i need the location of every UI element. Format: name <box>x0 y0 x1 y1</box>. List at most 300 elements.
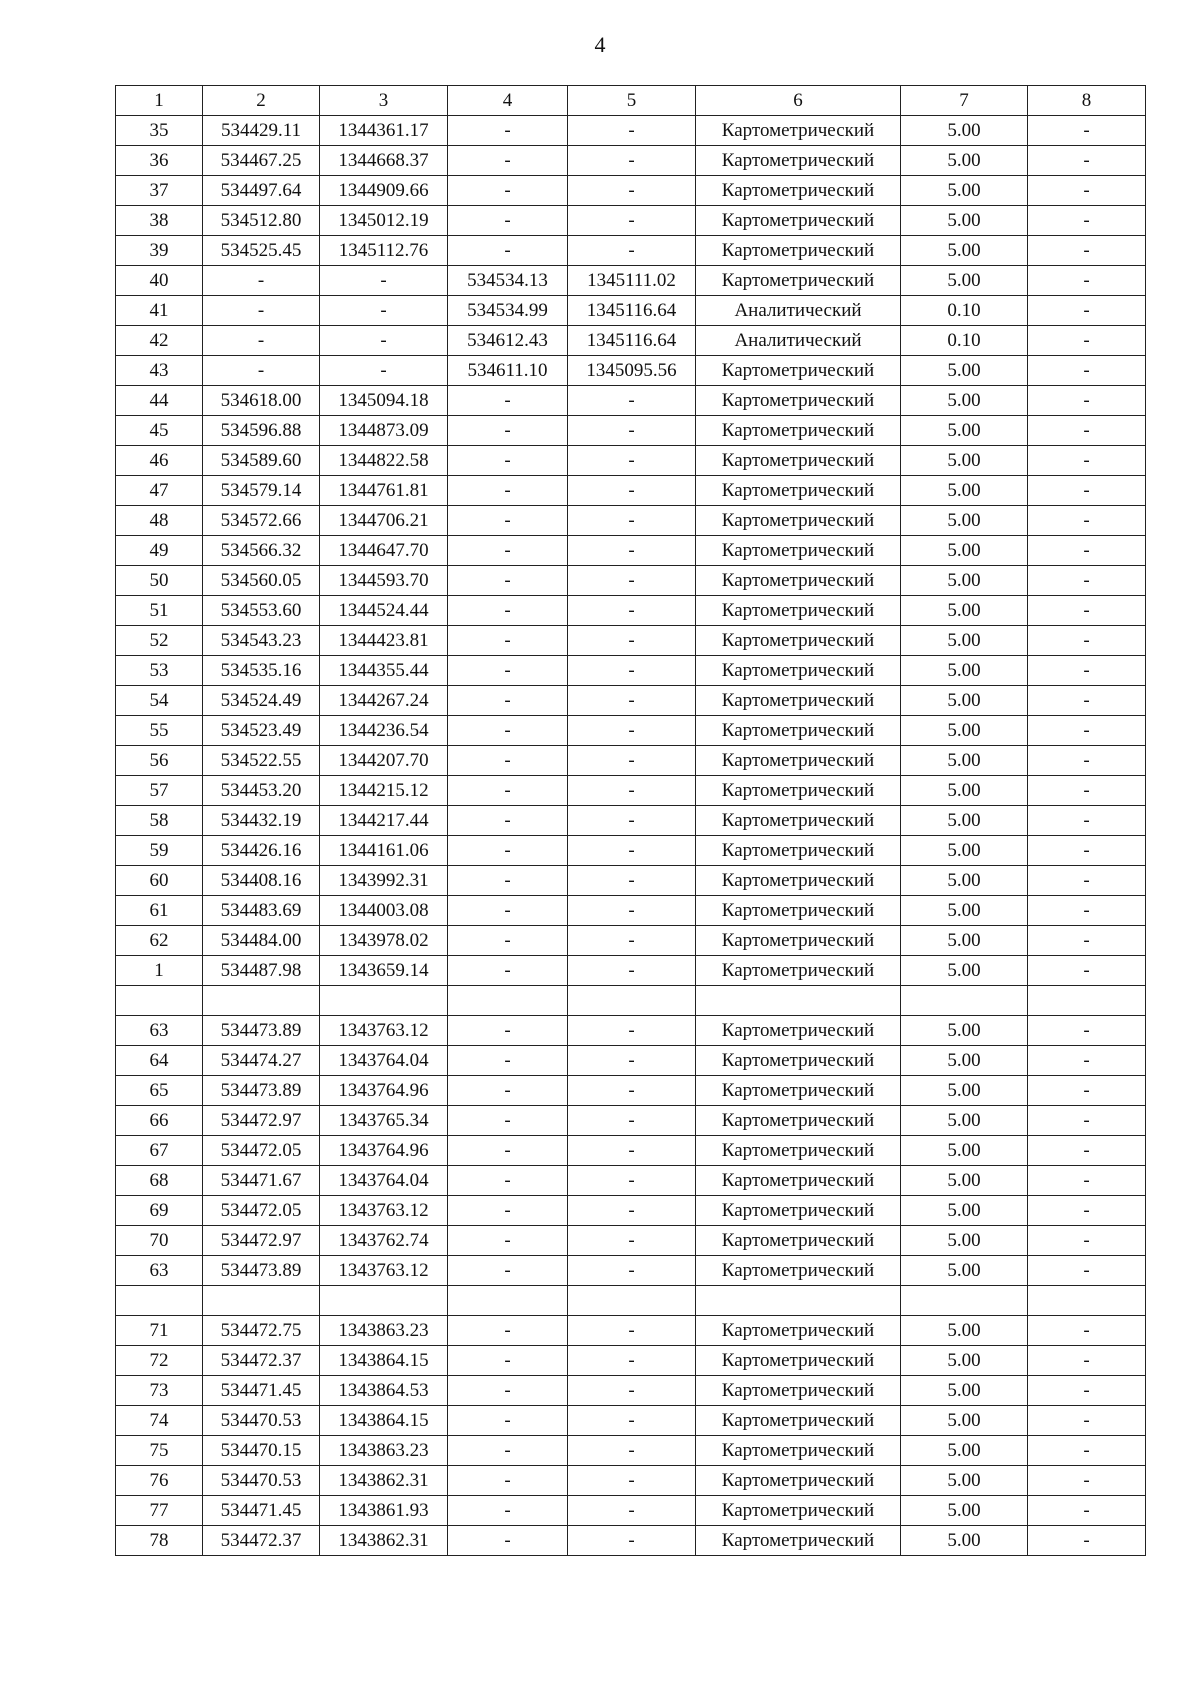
cell-accuracy: 5.00 <box>901 596 1028 626</box>
cell-new-x: - <box>448 446 568 476</box>
cell-existing-y: - <box>320 326 448 356</box>
cell-existing-y: 1344706.21 <box>320 506 448 536</box>
cell-new-x: - <box>448 716 568 746</box>
cell-new-y: 1345095.56 <box>568 356 696 386</box>
column-header: 4 <box>448 86 568 116</box>
cell-new-y: - <box>568 1466 696 1496</box>
cell-description: - <box>1028 1166 1146 1196</box>
cell-point-number: 67 <box>116 1136 203 1166</box>
cell-existing-y: 1344761.81 <box>320 476 448 506</box>
table-row <box>116 1316 1146 1346</box>
cell-existing-y: 1343862.31 <box>320 1466 448 1496</box>
cell-point-number: 63 <box>116 1256 203 1286</box>
cell-accuracy: 5.00 <box>901 116 1028 146</box>
cell-new-x <box>448 1286 568 1316</box>
table-row <box>116 1436 1146 1466</box>
cell-existing-x: 534487.98 <box>203 956 320 986</box>
cell-new-y: - <box>568 1346 696 1376</box>
cell-point-number: 43 <box>116 356 203 386</box>
cell-existing-y: 1344207.70 <box>320 746 448 776</box>
cell-new-x: - <box>448 686 568 716</box>
cell-description: - <box>1028 746 1146 776</box>
cell-point-number: 57 <box>116 776 203 806</box>
cell-description: - <box>1028 356 1146 386</box>
cell-method: Картометрический <box>696 1316 901 1346</box>
cell-new-y: - <box>568 1226 696 1256</box>
table-row <box>116 1496 1146 1526</box>
cell-new-y: - <box>568 566 696 596</box>
cell-point-number: 60 <box>116 866 203 896</box>
cell-accuracy: 5.00 <box>901 416 1028 446</box>
cell-existing-y: 1343764.96 <box>320 1136 448 1166</box>
cell-existing-y <box>320 1286 448 1316</box>
cell-existing-x: - <box>203 296 320 326</box>
cell-existing-x: 534484.00 <box>203 926 320 956</box>
cell-description: - <box>1028 116 1146 146</box>
cell-new-y: - <box>568 446 696 476</box>
table-row <box>116 536 1146 566</box>
cell-new-x: - <box>448 956 568 986</box>
cell-description: - <box>1028 806 1146 836</box>
cell-existing-y: 1345094.18 <box>320 386 448 416</box>
table-row <box>116 1256 1146 1286</box>
cell-method: Картометрический <box>696 926 901 956</box>
cell-point-number <box>116 1286 203 1316</box>
cell-point-number: 50 <box>116 566 203 596</box>
cell-description: - <box>1028 566 1146 596</box>
cell-new-x: - <box>448 1436 568 1466</box>
cell-new-x: - <box>448 476 568 506</box>
cell-method: Картометрический <box>696 806 901 836</box>
cell-method: Картометрический <box>696 206 901 236</box>
table-row <box>116 356 1146 386</box>
cell-existing-y: 1344822.58 <box>320 446 448 476</box>
table-row <box>116 1166 1146 1196</box>
cell-new-x: - <box>448 806 568 836</box>
cell-existing-x <box>203 986 320 1016</box>
cell-existing-x: - <box>203 266 320 296</box>
cell-accuracy: 5.00 <box>901 1196 1028 1226</box>
cell-existing-y: 1344215.12 <box>320 776 448 806</box>
table-row <box>116 176 1146 206</box>
cell-new-y: - <box>568 476 696 506</box>
cell-point-number: 74 <box>116 1406 203 1436</box>
cell-point-number: 1 <box>116 956 203 986</box>
cell-existing-y: 1343863.23 <box>320 1436 448 1466</box>
cell-description <box>1028 1286 1146 1316</box>
cell-description: - <box>1028 626 1146 656</box>
cell-new-x: - <box>448 206 568 236</box>
cell-point-number: 71 <box>116 1316 203 1346</box>
cell-existing-x: 534473.89 <box>203 1256 320 1286</box>
cell-method: Картометрический <box>696 476 901 506</box>
cell-new-x: - <box>448 536 568 566</box>
table-row <box>116 596 1146 626</box>
cell-existing-y: 1344161.06 <box>320 836 448 866</box>
cell-existing-x: 534472.97 <box>203 1226 320 1256</box>
cell-existing-y: 1343863.23 <box>320 1316 448 1346</box>
cell-new-x: - <box>448 116 568 146</box>
cell-accuracy: 5.00 <box>901 686 1028 716</box>
cell-method: Картометрический <box>696 1226 901 1256</box>
cell-existing-x: 534472.97 <box>203 1106 320 1136</box>
table-row <box>116 1226 1146 1256</box>
cell-accuracy: 5.00 <box>901 776 1028 806</box>
cell-point-number: 72 <box>116 1346 203 1376</box>
cell-existing-y: 1343861.93 <box>320 1496 448 1526</box>
cell-method: Картометрический <box>696 866 901 896</box>
cell-new-x: - <box>448 776 568 806</box>
cell-new-y: - <box>568 1406 696 1436</box>
cell-description: - <box>1028 1436 1146 1466</box>
column-header: 7 <box>901 86 1028 116</box>
cell-existing-y: 1343762.74 <box>320 1226 448 1256</box>
cell-description: - <box>1028 1526 1146 1556</box>
cell-new-x: - <box>448 866 568 896</box>
cell-accuracy: 5.00 <box>901 896 1028 926</box>
cell-new-x: - <box>448 416 568 446</box>
cell-new-y: - <box>568 386 696 416</box>
cell-new-y: - <box>568 1106 696 1136</box>
cell-new-y: - <box>568 536 696 566</box>
table-row <box>116 326 1146 356</box>
table-row <box>116 1466 1146 1496</box>
cell-point-number: 47 <box>116 476 203 506</box>
table-row <box>116 476 1146 506</box>
cell-existing-x: 534472.37 <box>203 1526 320 1556</box>
cell-description: - <box>1028 446 1146 476</box>
cell-new-y: - <box>568 896 696 926</box>
cell-accuracy: 5.00 <box>901 1226 1028 1256</box>
cell-existing-x: - <box>203 326 320 356</box>
cell-accuracy: 5.00 <box>901 176 1028 206</box>
cell-method: Картометрический <box>696 716 901 746</box>
table-body <box>116 116 1146 1556</box>
cell-description: - <box>1028 326 1146 356</box>
cell-existing-y: 1345012.19 <box>320 206 448 236</box>
cell-description: - <box>1028 1376 1146 1406</box>
cell-accuracy: 5.00 <box>901 1256 1028 1286</box>
cell-new-y: 1345116.64 <box>568 326 696 356</box>
cell-method: Картометрический <box>696 956 901 986</box>
cell-existing-y: 1343764.04 <box>320 1046 448 1076</box>
cell-new-x: - <box>448 746 568 776</box>
cell-new-x: - <box>448 1376 568 1406</box>
cell-method: Картометрический <box>696 1406 901 1436</box>
cell-existing-x: 534470.15 <box>203 1436 320 1466</box>
cell-accuracy: 5.00 <box>901 266 1028 296</box>
cell-method: Картометрический <box>696 836 901 866</box>
cell-existing-x: 534470.53 <box>203 1466 320 1496</box>
table-row <box>116 236 1146 266</box>
table-row <box>116 206 1146 236</box>
cell-new-y: - <box>568 206 696 236</box>
cell-new-x: - <box>448 1016 568 1046</box>
cell-method: Картометрический <box>696 116 901 146</box>
cell-description: - <box>1028 1346 1146 1376</box>
cell-existing-y: - <box>320 356 448 386</box>
cell-new-y: - <box>568 1526 696 1556</box>
cell-accuracy: 5.00 <box>901 836 1028 866</box>
cell-existing-x: 534512.80 <box>203 206 320 236</box>
cell-new-y: - <box>568 506 696 536</box>
cell-description: - <box>1028 1496 1146 1526</box>
cell-description: - <box>1028 956 1146 986</box>
cell-method: Картометрический <box>696 356 901 386</box>
cell-accuracy: 5.00 <box>901 656 1028 686</box>
cell-accuracy: 5.00 <box>901 1316 1028 1346</box>
table-row <box>116 1286 1146 1316</box>
cell-method: Картометрический <box>696 1016 901 1046</box>
cell-method: Картометрический <box>696 506 901 536</box>
cell-new-x: - <box>448 176 568 206</box>
cell-description: - <box>1028 1016 1146 1046</box>
cell-existing-x: 534429.11 <box>203 116 320 146</box>
cell-accuracy: 5.00 <box>901 716 1028 746</box>
cell-new-x: - <box>448 896 568 926</box>
cell-description: - <box>1028 1106 1146 1136</box>
cell-point-number: 66 <box>116 1106 203 1136</box>
table-row <box>116 1526 1146 1556</box>
cell-new-y: - <box>568 236 696 266</box>
cell-point-number: 54 <box>116 686 203 716</box>
table-row <box>116 806 1146 836</box>
table-row <box>116 656 1146 686</box>
cell-description: - <box>1028 716 1146 746</box>
cell-existing-x: 534553.60 <box>203 596 320 626</box>
column-header: 2 <box>203 86 320 116</box>
cell-existing-y <box>320 986 448 1016</box>
cell-new-y: - <box>568 176 696 206</box>
cell-new-x: - <box>448 626 568 656</box>
cell-new-y: 1345111.02 <box>568 266 696 296</box>
cell-new-y: - <box>568 1076 696 1106</box>
cell-accuracy: 5.00 <box>901 626 1028 656</box>
cell-existing-x: 534472.05 <box>203 1136 320 1166</box>
cell-existing-x: - <box>203 356 320 386</box>
table-row <box>116 716 1146 746</box>
cell-accuracy: 5.00 <box>901 386 1028 416</box>
table-row <box>116 296 1146 326</box>
cell-method: Картометрический <box>696 1166 901 1196</box>
cell-point-number: 59 <box>116 836 203 866</box>
cell-method <box>696 986 901 1016</box>
cell-existing-x: 534471.67 <box>203 1166 320 1196</box>
cell-point-number: 39 <box>116 236 203 266</box>
cell-new-y: - <box>568 1496 696 1526</box>
cell-accuracy: 0.10 <box>901 326 1028 356</box>
cell-existing-y: 1343864.53 <box>320 1376 448 1406</box>
cell-existing-x: 534453.20 <box>203 776 320 806</box>
table-row <box>116 746 1146 776</box>
cell-new-y <box>568 1286 696 1316</box>
cell-new-x: 534611.10 <box>448 356 568 386</box>
cell-existing-y: - <box>320 296 448 326</box>
cell-point-number: 55 <box>116 716 203 746</box>
table-row <box>116 626 1146 656</box>
cell-description: - <box>1028 1406 1146 1436</box>
cell-method: Картометрический <box>696 596 901 626</box>
cell-existing-x: 534471.45 <box>203 1496 320 1526</box>
cell-new-x: - <box>448 926 568 956</box>
cell-point-number: 73 <box>116 1376 203 1406</box>
table-row <box>116 116 1146 146</box>
cell-method: Картометрический <box>696 1496 901 1526</box>
cell-existing-x: 534524.49 <box>203 686 320 716</box>
cell-existing-y: 1344267.24 <box>320 686 448 716</box>
cell-existing-y: 1343763.12 <box>320 1016 448 1046</box>
cell-method: Картометрический <box>696 176 901 206</box>
cell-new-y: - <box>568 836 696 866</box>
cell-point-number: 41 <box>116 296 203 326</box>
cell-method: Картометрический <box>696 416 901 446</box>
cell-existing-x: 534560.05 <box>203 566 320 596</box>
cell-accuracy: 5.00 <box>901 746 1028 776</box>
cell-method: Картометрический <box>696 1046 901 1076</box>
cell-existing-y: 1344355.44 <box>320 656 448 686</box>
cell-new-x <box>448 986 568 1016</box>
table-row <box>116 776 1146 806</box>
column-header: 6 <box>696 86 901 116</box>
cell-method: Картометрический <box>696 776 901 806</box>
cell-point-number: 62 <box>116 926 203 956</box>
cell-new-x: - <box>448 1256 568 1286</box>
cell-point-number: 53 <box>116 656 203 686</box>
cell-method: Картометрический <box>696 566 901 596</box>
cell-existing-y: - <box>320 266 448 296</box>
cell-description: - <box>1028 1256 1146 1286</box>
cell-existing-x: 534596.88 <box>203 416 320 446</box>
cell-method: Картометрический <box>696 686 901 716</box>
table-row <box>116 986 1146 1016</box>
cell-existing-x: 534474.27 <box>203 1046 320 1076</box>
cell-existing-y: 1344909.66 <box>320 176 448 206</box>
cell-description: - <box>1028 206 1146 236</box>
cell-point-number: 52 <box>116 626 203 656</box>
cell-point-number: 49 <box>116 536 203 566</box>
cell-new-x: - <box>448 1346 568 1376</box>
cell-accuracy: 5.00 <box>901 146 1028 176</box>
cell-existing-x: 534432.19 <box>203 806 320 836</box>
cell-existing-x: 534497.64 <box>203 176 320 206</box>
cell-description: - <box>1028 926 1146 956</box>
cell-new-y: - <box>568 596 696 626</box>
cell-new-y <box>568 986 696 1016</box>
table-row <box>116 146 1146 176</box>
cell-accuracy: 5.00 <box>901 1496 1028 1526</box>
cell-existing-y: 1344873.09 <box>320 416 448 446</box>
table-row <box>116 1406 1146 1436</box>
cell-point-number: 65 <box>116 1076 203 1106</box>
cell-new-y: - <box>568 146 696 176</box>
cell-method: Картометрический <box>696 446 901 476</box>
cell-existing-y: 1343992.31 <box>320 866 448 896</box>
cell-point-number: 69 <box>116 1196 203 1226</box>
cell-existing-x: 534579.14 <box>203 476 320 506</box>
cell-new-x: - <box>448 1136 568 1166</box>
cell-method: Картометрический <box>696 266 901 296</box>
cell-accuracy: 5.00 <box>901 1136 1028 1166</box>
cell-new-x: - <box>448 1526 568 1556</box>
cell-existing-y: 1344647.70 <box>320 536 448 566</box>
table-row <box>116 1376 1146 1406</box>
cell-existing-y: 1343864.15 <box>320 1346 448 1376</box>
page-number: 4 <box>594 32 606 57</box>
cell-new-x: - <box>448 1166 568 1196</box>
cell-new-x: 534534.13 <box>448 266 568 296</box>
cell-new-y: - <box>568 716 696 746</box>
cell-accuracy: 5.00 <box>901 866 1028 896</box>
cell-description: - <box>1028 296 1146 326</box>
cell-method: Картометрический <box>696 1076 901 1106</box>
cell-new-y: - <box>568 626 696 656</box>
cell-accuracy: 5.00 <box>901 536 1028 566</box>
cell-existing-x <box>203 1286 320 1316</box>
cell-point-number: 64 <box>116 1046 203 1076</box>
cell-point-number <box>116 986 203 1016</box>
table-row <box>116 686 1146 716</box>
cell-existing-y: 1343864.15 <box>320 1406 448 1436</box>
cell-method: Картометрический <box>696 146 901 176</box>
cell-description: - <box>1028 776 1146 806</box>
cell-existing-x: 534472.37 <box>203 1346 320 1376</box>
cell-new-y: - <box>568 116 696 146</box>
cell-description: - <box>1028 1466 1146 1496</box>
cell-point-number: 37 <box>116 176 203 206</box>
cell-method: Картометрический <box>696 626 901 656</box>
cell-existing-y: 1343763.12 <box>320 1196 448 1226</box>
cell-new-x: - <box>448 236 568 266</box>
cell-existing-x: 534618.00 <box>203 386 320 416</box>
cell-method: Картометрический <box>696 746 901 776</box>
cell-description: - <box>1028 386 1146 416</box>
cell-new-x: - <box>448 596 568 626</box>
cell-existing-x: 534472.05 <box>203 1196 320 1226</box>
cell-accuracy: 5.00 <box>901 1376 1028 1406</box>
cell-new-x: - <box>448 1496 568 1526</box>
cell-method <box>696 1286 901 1316</box>
cell-point-number: 68 <box>116 1166 203 1196</box>
cell-description: - <box>1028 1316 1146 1346</box>
cell-point-number: 46 <box>116 446 203 476</box>
table-header-row <box>116 86 1146 116</box>
cell-method: Картометрический <box>696 386 901 416</box>
cell-existing-y: 1345112.76 <box>320 236 448 266</box>
cell-new-y: - <box>568 1166 696 1196</box>
table-row <box>116 836 1146 866</box>
cell-method: Картометрический <box>696 1106 901 1136</box>
cell-new-x: - <box>448 656 568 686</box>
cell-new-y: - <box>568 1316 696 1346</box>
cell-existing-x: 534473.89 <box>203 1016 320 1046</box>
cell-accuracy: 5.00 <box>901 806 1028 836</box>
cell-method: Картометрический <box>696 1436 901 1466</box>
cell-existing-x: 534543.23 <box>203 626 320 656</box>
table-row <box>116 266 1146 296</box>
cell-method: Картометрический <box>696 1136 901 1166</box>
cell-method: Аналитический <box>696 326 901 356</box>
cell-existing-x: 534472.75 <box>203 1316 320 1346</box>
cell-point-number: 75 <box>116 1436 203 1466</box>
table-row <box>116 1076 1146 1106</box>
cell-new-y: - <box>568 746 696 776</box>
table-row <box>116 926 1146 956</box>
column-header: 8 <box>1028 86 1146 116</box>
column-header: 5 <box>568 86 696 116</box>
cell-new-y: - <box>568 1046 696 1076</box>
cell-point-number: 44 <box>116 386 203 416</box>
cell-description: - <box>1028 1226 1146 1256</box>
